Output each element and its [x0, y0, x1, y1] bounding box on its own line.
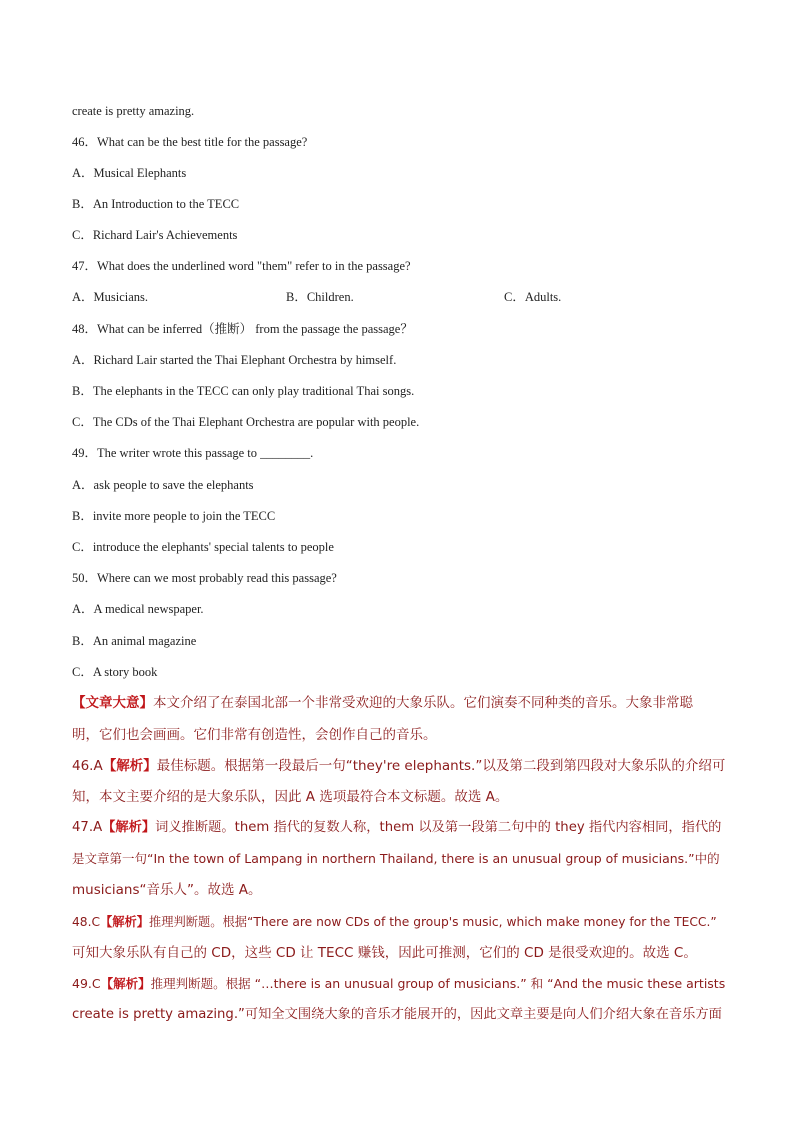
question-50-option-c: C．A story book — [72, 665, 158, 679]
answer-49-number: 49.C — [72, 976, 101, 991]
summary-line-2: 明，它们也会画画。它们非常有创造性，会创作自己的音乐。 — [72, 727, 437, 743]
question-47-options — [72, 289, 722, 305]
answer-47-line-3: musicians“音乐人”。故选 A。 — [72, 882, 262, 898]
answer-47-number: 47.A — [72, 820, 103, 835]
question-48-option-c: C．The CDs of the Thai Elephant Orchestra are popular with people. — [72, 415, 420, 429]
question-46-stem: 46．What can be the best title for the passage? — [72, 135, 308, 149]
question-47-option-b: B．Children. — [286, 290, 354, 304]
answer-49-line-2: create is pretty amazing.”可知全文围绕大象的音乐才能展开的，因此文章主要是向人们介绍大象在音乐方面 — [72, 1007, 722, 1022]
question-48-stem: 48．What can be inferred（推断） from the passage the passage？ — [72, 322, 413, 336]
question-50-option-b: B．An animal magazine — [72, 634, 197, 648]
answer-46-number: 46.A — [72, 758, 103, 774]
answer-46-line-2: 知，本文主要介绍的是大象乐队，因此 A 选项最符合本文标题。故选 A。 — [72, 789, 509, 805]
answer-47-tag: 【解析】 — [102, 820, 156, 835]
answer-46-tag: 【解析】 — [102, 758, 157, 774]
question-49-option-b: B．invite more people to join the TECC — [72, 509, 276, 523]
answer-46-line-1: 46.A【解析】最佳标题。根据第一段最后一句“they're elephants.”以及第二段到第四段对大象乐队的介绍可 — [72, 758, 726, 774]
question-49-option-c: C．introduce the elephants' special talents to people — [72, 540, 334, 554]
question-49-option-a: A．ask people to save the elephants — [72, 478, 254, 492]
question-50-stem: 50．Where can we most probably read this passage? — [72, 571, 337, 585]
answer-48-tag: 【解析】 — [100, 915, 150, 929]
answer-48-number: 48.C — [72, 915, 101, 929]
answer-48-line-1: 48.C【解析】推理判断题。根据“There are now CDs of the group's music, which make money for the TECC.” — [72, 915, 717, 929]
question-46-option-c: C．Richard Lair's Achievements — [72, 228, 238, 242]
answer-47-line-1: 47.A【解析】词义推断题。them 指代的复数人称，them 以及第一段第二句中的 they 指代内容相同，指代的 — [72, 820, 722, 835]
passage-fragment: create is pretty amazing. — [72, 104, 195, 118]
summary-tag: 【文章大意】 — [72, 695, 153, 711]
question-47-option-c: C．Adults. — [504, 290, 562, 304]
answer-49-line-1: 49.C【解析】推理判断题。根据 “…there is an unusual group of musicians.” 和 “And the music these artists — [72, 976, 726, 991]
answer-48-line-2: 可知大象乐队有自己的 CD，这些 CD 让 TECC 赚钱，因此可推测，它们的 CD 是很受欢迎的。故选 C。 — [72, 945, 697, 961]
question-47-option-a: A．Musicians. — [72, 290, 149, 304]
question-49-stem: 49．The writer wrote this passage to ________. — [72, 446, 314, 460]
question-48-option-a: A．Richard Lair started the Thai Elephant Orchestra by himself. — [72, 353, 397, 367]
question-48-option-b: B．The elephants in the TECC can only play traditional Thai songs. — [72, 384, 415, 398]
question-50-option-a: A．A medical newspaper. — [72, 602, 204, 616]
question-46-option-b: B．An Introduction to the TECC — [72, 197, 240, 211]
answer-47-line-2: 是文章第一句“In the town of Lampang in northern Thailand, there is an unusual group of musicians.”中的 — [72, 851, 720, 866]
question-46-option-a: A．Musical Elephants — [72, 166, 187, 180]
answer-49-tag: 【解析】 — [100, 976, 151, 991]
summary-line-1: 【文章大意】本文介绍了在泰国北部一个非常受欢迎的大象乐队。它们演奏不同种类的音乐。大象非常聪 — [72, 695, 693, 711]
question-47-stem: 47．What does the underlined word "them" refer to in the passage? — [72, 259, 411, 273]
